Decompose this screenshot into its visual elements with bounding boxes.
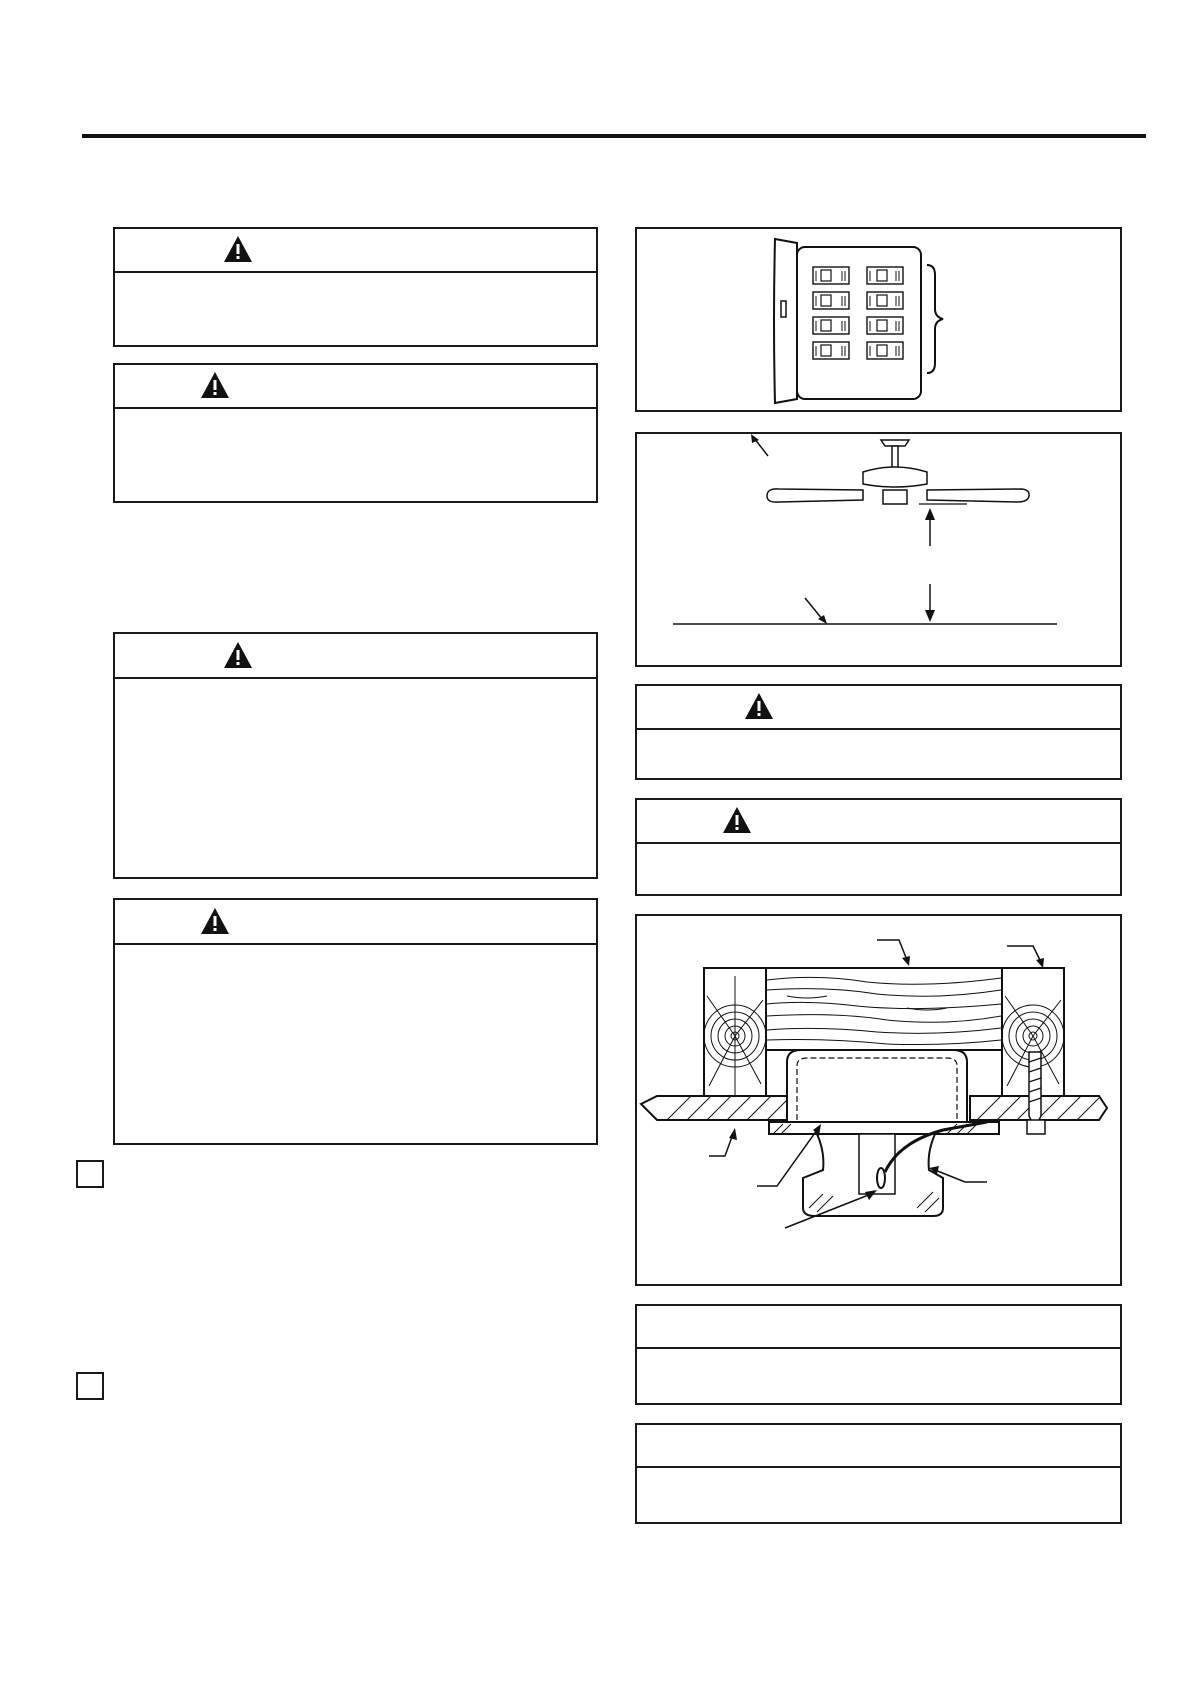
note-box-1 xyxy=(635,1304,1122,1405)
note-box-2 xyxy=(635,1423,1122,1524)
note-box-header xyxy=(637,1425,1120,1468)
fan-clearance-illustration xyxy=(637,434,1120,665)
step-checkbox-1[interactable] xyxy=(76,1160,104,1188)
warning-box-header xyxy=(637,800,1120,844)
warning-triangle-icon xyxy=(223,641,253,669)
warning-box-header xyxy=(115,634,596,679)
step-checkbox-2[interactable] xyxy=(76,1372,104,1400)
warning-triangle-icon xyxy=(744,692,774,720)
joist-mount-figure xyxy=(635,914,1122,1286)
warning-triangle-icon xyxy=(200,907,230,935)
fan-clearance-figure xyxy=(635,432,1122,667)
warning-box-5 xyxy=(635,684,1122,780)
bracket xyxy=(927,265,943,373)
warning-box-header xyxy=(637,686,1120,730)
warning-box-header xyxy=(115,365,596,409)
warning-box-1 xyxy=(113,227,598,347)
warning-triangle-icon xyxy=(223,235,253,263)
warning-box-6 xyxy=(635,798,1122,896)
warning-triangle-icon xyxy=(722,806,752,834)
header-rule xyxy=(82,134,1146,138)
note-box-header xyxy=(637,1306,1120,1349)
joist-mount-illustration xyxy=(637,916,1120,1284)
breaker-panel-illustration xyxy=(637,229,1120,410)
warning-box-header xyxy=(115,229,596,273)
warning-box-header xyxy=(115,900,596,945)
breaker-panel-figure xyxy=(635,227,1122,412)
warning-box-4 xyxy=(113,898,598,1145)
warning-box-2 xyxy=(113,363,598,503)
warning-box-3 xyxy=(113,632,598,879)
warning-triangle-icon xyxy=(200,371,230,399)
